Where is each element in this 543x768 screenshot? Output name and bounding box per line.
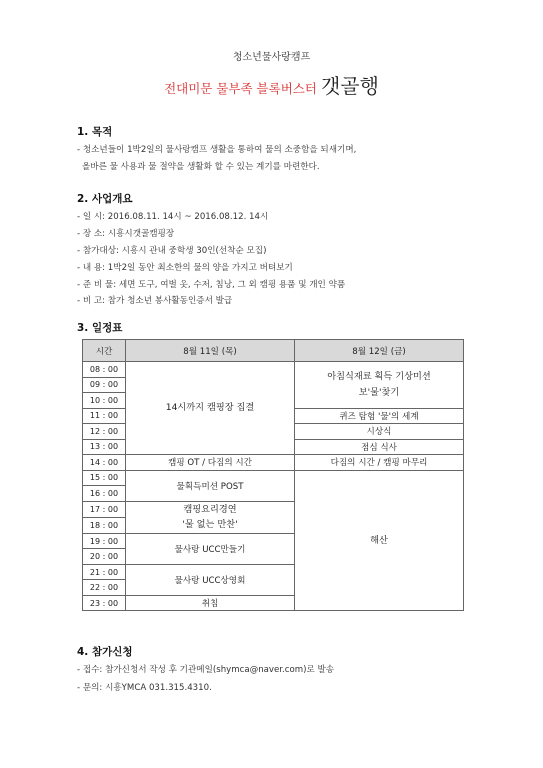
time-cell: 20 : 00: [83, 549, 126, 565]
overview-content: - 내 용: 1박2일 동안 최소한의 물의 양을 가지고 버텨보기: [77, 263, 293, 273]
overview-date: - 일 시: 2016.08.11. 14시 ~ 2016.08.12. 14시: [77, 212, 269, 222]
header-time: 시간: [83, 340, 126, 362]
section-apply-heading: 4. 참가신청: [77, 646, 133, 658]
day2-dismiss: 해산: [295, 470, 464, 611]
time-cell: 19 : 00: [83, 533, 126, 549]
time-cell: 08 : 00: [83, 362, 126, 378]
time-cell: 17 : 00: [83, 501, 126, 517]
day1-sleep: 취침: [126, 595, 295, 611]
day2-resolve: 다짐의 시간 / 캠핑 마무리: [295, 455, 464, 471]
day1-ot: 캠핑 OT / 다짐의 시간: [126, 455, 295, 471]
time-cell: 18 : 00: [83, 517, 126, 533]
day2-award: 시상식: [295, 424, 464, 440]
section-overview-heading: 2. 사업개요: [77, 193, 133, 205]
overview-target: - 참가대상: 시흥시 관내 중학생 30인(선착순 모집): [77, 246, 267, 256]
time-cell: 15 : 00: [83, 470, 126, 486]
day1-ucc-make: 물사랑 UCC만들기: [126, 533, 295, 564]
breakfast-line-2: 보'물'찾기: [358, 386, 400, 398]
day1-ucc-show: 물사랑 UCC상영회: [126, 564, 295, 595]
day1-cooking: [126, 501, 295, 533]
purpose-line-2: 올바른 물 사용과 물 절약을 생활화 할 수 있는 계기를 마련한다.: [82, 162, 320, 172]
time-cell: 21 : 00: [83, 564, 126, 580]
time-cell: 23 : 00: [83, 595, 126, 611]
overview-supplies: - 준 비 물: 세면 도구, 여벌 옷, 수저, 침낭, 그 외 캠핑 용품 및 개인 약품: [77, 280, 346, 290]
time-cell: 14 : 00: [83, 455, 126, 471]
day1-camp-gather: 14시까지 캠핑장 집결: [126, 362, 295, 455]
schedule-table: [82, 339, 464, 611]
time-cell: 09 : 00: [83, 377, 126, 393]
section-schedule-heading: 3. 일정표: [77, 322, 123, 334]
overview-place: - 장 소: 시흥시갯골캠핑장: [77, 229, 175, 239]
overview-note: - 비 고: 참가 청소년 봉사활동인증서 발급: [77, 296, 233, 306]
page-title: [0, 70, 543, 99]
purpose-line-1: - 청소년들이 1박2일의 물사랑캠프 생활을 통하여 물의 소중함을 되새기며,: [77, 145, 357, 155]
camp-subtitle: 청소년물사랑캠프: [232, 52, 311, 63]
header-day2: 8월 12일 (금): [295, 340, 464, 362]
day2-lunch: 점심 식사: [295, 439, 464, 455]
cooking-line-2: '물 없는 만찬': [182, 519, 238, 531]
cooking-line-1: 캠핑요리경연: [183, 503, 237, 515]
header-day1: 8월 11일 (목): [126, 340, 295, 362]
section-purpose-heading: 1. 목적: [77, 126, 113, 138]
time-cell: 16 : 00: [83, 486, 126, 502]
time-cell: 11 : 00: [83, 408, 126, 424]
apply-contact: - 문의: 시흥YMCA 031.315.4310.: [77, 683, 212, 693]
time-cell: 10 : 00: [83, 393, 126, 409]
time-cell: 13 : 00: [83, 439, 126, 455]
apply-submit: - 접수: 참가신청서 작성 후 기관메일(shymca@naver.com)로 발송: [77, 665, 335, 675]
day2-quiz: 퀴즈 탐험 '물'의 세계: [295, 408, 464, 424]
title-red-text: 전대미문 물부족 블록버스터: [164, 81, 317, 96]
breakfast-line-1: 아침식재료 획득 기상미션: [327, 371, 431, 383]
title-dark-text: 갯골행: [320, 74, 379, 98]
day2-breakfast-mission: [295, 362, 464, 409]
time-cell: 12 : 00: [83, 424, 126, 440]
time-cell: 22 : 00: [83, 580, 126, 596]
day1-water-post: 물획득미션 POST: [126, 470, 295, 501]
